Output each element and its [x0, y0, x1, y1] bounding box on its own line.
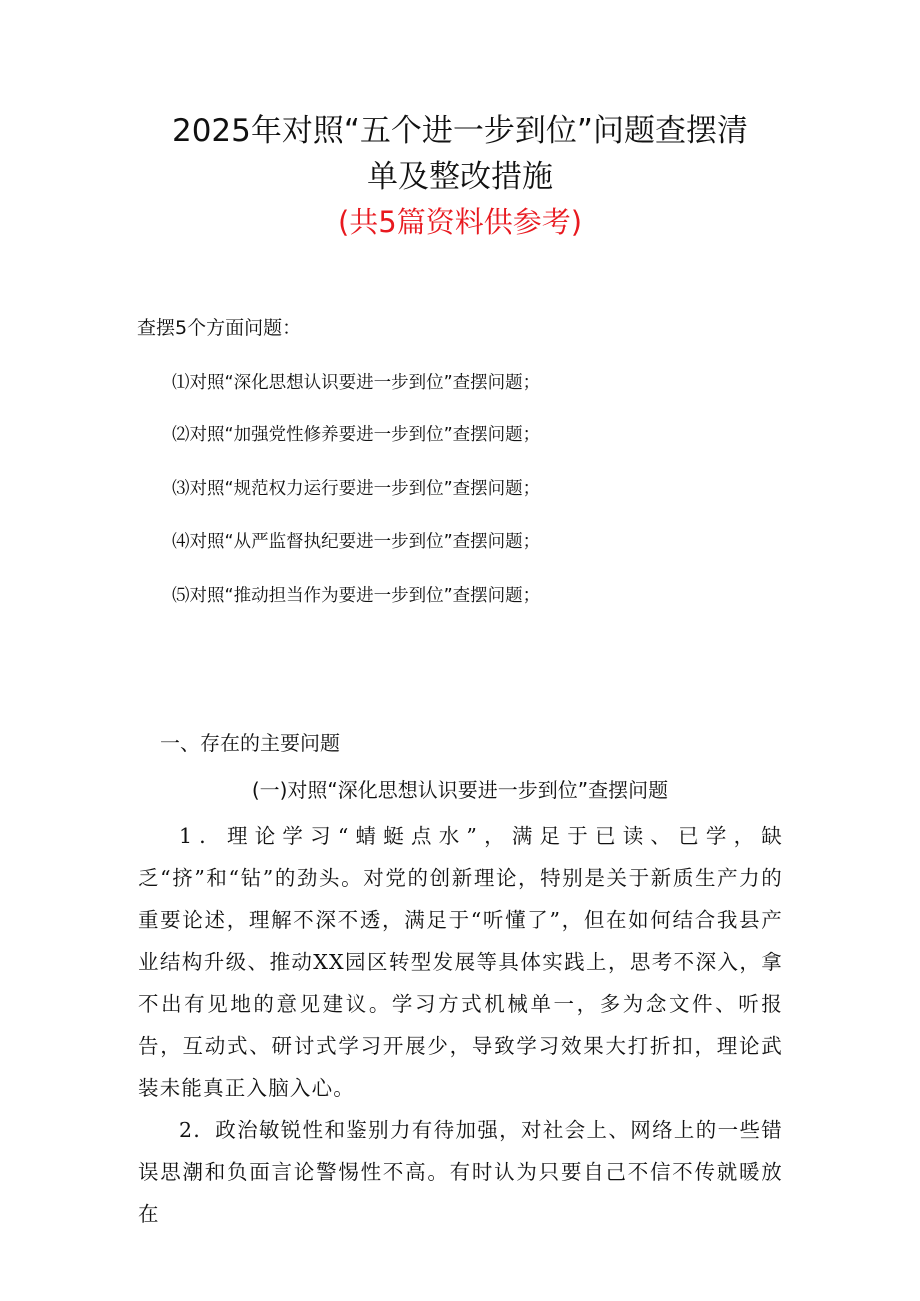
issue-item-5: ⑸对照“推动担当作为要进一步到位”查摆问题； — [172, 586, 541, 606]
subsection-heading: (一)对照“深化思想认识要进一步到位”查摆问题 — [251, 778, 669, 802]
issue-item-1: ⑴对照“深化思想认识要进一步到位”查摆问题； — [172, 373, 541, 393]
document-title-line-2: 单及整改措施 — [367, 159, 553, 195]
issue-item-3: ⑶对照“规范权力运行要进一步到位”查摆问题； — [172, 479, 541, 499]
document-subtitle: (共5篇资料供参考) — [337, 205, 583, 239]
paragraph-2: 2．政治敏锐性和鉴别力有待加强，对社会上、网络上的一些错误思潮和负面言论警惕性不高。有时认为只要自己不信不传就暖放在 — [138, 1118, 783, 1226]
paragraph-1: 1．理论学习“蜻蜓点水”，满足于已读、已学，缺乏“挤”和“钻”的劲头。对党的创新理论，特别是关于新质生产力的重要论述，理解不深不透，满足于“听懂了”，但在如何结合我县产业结构升级、推动XX园区转型发展等具体实践上，思考不深入，拿不出有见地的意见建议。学习方式机械单一，多为念文件、听报告，互动式、研讨式学习开展少，导致学习效果大打折扣，理论武装未能真正入脑入心。 — [138, 824, 783, 1100]
section-heading: 一、存在的主要问题 — [160, 731, 340, 755]
issue-item-2: ⑵对照“加强党性修养要进一步到位”查摆问题； — [172, 425, 541, 445]
intro-text: 查摆5个方面问题： — [137, 317, 302, 339]
issue-item-4: ⑷对照“从严监督执纪要进一步到位”查摆问题； — [172, 532, 541, 552]
document-title-line-1: 2025年对照“五个进一步到位”问题查摆清 — [171, 113, 748, 149]
body-text — [138, 815, 783, 1235]
